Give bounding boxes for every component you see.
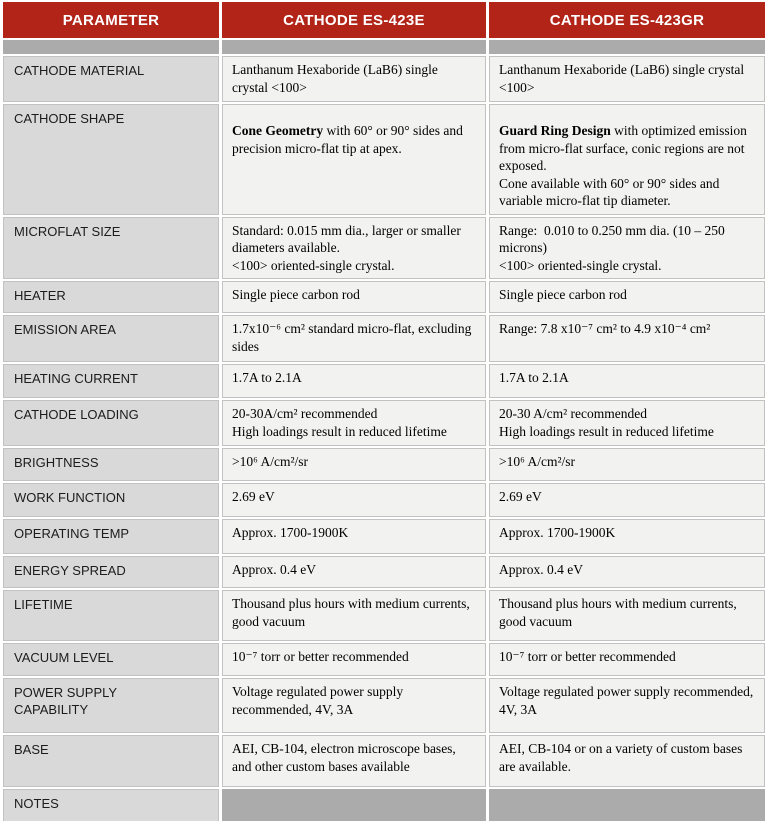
param-label: NOTES	[3, 789, 219, 821]
cell-line: 1.7x10⁻⁶ cm² standard micro-flat, excluding sides	[232, 321, 475, 354]
es423gr-cell	[489, 448, 765, 481]
cell-line: 20-30A/cm² recommended	[232, 406, 378, 422]
spacer-cell	[3, 40, 219, 54]
cell-line: Range: 7.8 x10⁻⁷ cm² to 4.9 x10⁻⁴ cm²	[499, 321, 711, 337]
param-label: CATHODE MATERIAL	[3, 56, 219, 102]
es423e-cell	[222, 735, 486, 787]
cell-line	[232, 122, 477, 157]
es423gr-cell	[489, 364, 765, 398]
table-row-work-function	[3, 483, 765, 517]
cell-line: Voltage regulated power supply recommended, 4V, 3A	[499, 684, 757, 717]
cell-line: 20-30 A/cm² recommended	[499, 406, 648, 422]
notes-empty-cell	[222, 789, 486, 821]
spacer-cell	[222, 40, 486, 54]
es423gr-cell	[489, 217, 765, 280]
param-label: HEATER	[3, 281, 219, 313]
es423e-cell	[222, 643, 486, 676]
es423gr-cell	[489, 483, 765, 517]
cell-bold-lead: Cone Geometry	[232, 123, 324, 138]
table-row-base	[3, 735, 765, 787]
param-label: MICROFLAT SIZE	[3, 217, 219, 280]
cell-bold-lead: Guard Ring Design	[499, 123, 611, 138]
param-label: LIFETIME	[3, 590, 219, 641]
cell-line: Single piece carbon rod	[499, 287, 627, 303]
es423e-cell	[222, 217, 486, 280]
param-label: BASE	[3, 735, 219, 787]
cell-line: High loadings result in reduced lifetime	[232, 423, 447, 439]
cell-line: Lanthanum Hexaboride (LaB6) single crystal <100>	[232, 62, 442, 95]
es423e-cell	[222, 400, 486, 446]
es423e-cell	[222, 281, 486, 313]
cell-line: Approx. 0.4 eV	[232, 562, 316, 578]
param-label: EMISSION AREA	[3, 315, 219, 362]
table-row-cathode-shape	[3, 104, 765, 215]
cell-line: Approx. 1700-1900K	[232, 525, 349, 541]
table-row-cathode-loading	[3, 400, 765, 446]
table-row-cathode-material	[3, 56, 765, 102]
cell-line: 1.7A to 2.1A	[232, 370, 302, 386]
es423e-cell	[222, 483, 486, 517]
param-label: CATHODE SHAPE	[3, 104, 219, 215]
cell-line: <100> oriented-single crystal.	[499, 257, 662, 273]
es423gr-cell	[489, 643, 765, 676]
cell-line: >10⁶ A/cm²/sr	[499, 454, 575, 470]
es423gr-cell	[489, 56, 765, 102]
cell-line: Lanthanum Hexaboride (LaB6) single crystal <100>	[499, 62, 748, 95]
es423gr-cell	[489, 678, 765, 733]
header-row	[3, 2, 765, 38]
table-row-brightness	[3, 448, 765, 481]
es423e-cell	[222, 590, 486, 641]
param-label: ENERGY SPREAD	[3, 556, 219, 588]
param-label: BRIGHTNESS	[3, 448, 219, 481]
es423gr-cell	[489, 519, 765, 554]
table-row-operating-temp	[3, 519, 765, 554]
cell-line: >10⁶ A/cm²/sr	[232, 454, 308, 470]
cell-line: 2.69 eV	[499, 489, 542, 505]
cell-line: 2.69 eV	[232, 489, 275, 505]
cell-line: 1.7A to 2.1A	[499, 370, 569, 386]
es423e-cell	[222, 448, 486, 481]
param-label: WORK FUNCTION	[3, 483, 219, 517]
es423gr-cell	[489, 281, 765, 313]
table-row-heater	[3, 281, 765, 313]
header-es423e: CATHODE ES-423E	[222, 2, 486, 38]
es423gr-cell	[489, 590, 765, 641]
cell-text: with optimized emission from micro-flat surface, conic regions are not exposed.	[499, 123, 751, 174]
cell-line: 10⁻⁷ torr or better recommended	[499, 649, 676, 665]
cell-line: High loadings result in reduced lifetime	[499, 423, 714, 439]
es423e-cell	[222, 56, 486, 102]
es423gr-cell	[489, 735, 765, 787]
param-label: VACUUM LEVEL	[3, 643, 219, 676]
table-row-microflat-size	[3, 217, 765, 280]
header-parameter: PARAMETER	[3, 2, 219, 38]
es423e-cell	[222, 556, 486, 588]
cell-line: <100> oriented-single crystal.	[232, 257, 395, 273]
cell-line: Thousand plus hours with medium currents, good vacuum	[232, 596, 474, 629]
cell-line: 10⁻⁷ torr or better recommended	[232, 649, 409, 665]
spacer-row	[3, 40, 765, 54]
cell-text: with 60° or 90° sides and precision micro-flat tip at apex.	[232, 123, 467, 156]
cell-line: Voltage regulated power supply recommended, 4V, 3A	[232, 684, 407, 717]
es423gr-cell	[489, 556, 765, 588]
cell-line: Standard: 0.015 mm dia., larger or smaller diameters available.	[232, 222, 465, 256]
param-label: CATHODE LOADING	[3, 400, 219, 446]
cell-line: AEI, CB-104 or on a variety of custom bases are available.	[499, 741, 746, 774]
table-row-power-supply	[3, 678, 765, 733]
table-row-notes	[3, 789, 765, 821]
es423gr-cell	[489, 315, 765, 362]
notes-empty-cell	[489, 789, 765, 821]
spacer-cell	[489, 40, 765, 54]
cell-line: Single piece carbon rod	[232, 287, 360, 303]
es423e-cell	[222, 364, 486, 398]
table-row-heating-current	[3, 364, 765, 398]
table-row-emission-area	[3, 315, 765, 362]
table-row-lifetime	[3, 590, 765, 641]
param-label: OPERATING TEMP	[3, 519, 219, 554]
cell-line: Approx. 1700-1900K	[499, 525, 616, 541]
param-label: POWER SUPPLY CAPABILITY	[3, 678, 219, 733]
cell-line: Cone available with 60° or 90° sides and variable micro-flat tip diameter.	[499, 175, 723, 209]
es423gr-cell	[489, 400, 765, 446]
table-row-vacuum-level	[3, 643, 765, 676]
table-row-energy-spread	[3, 556, 765, 588]
es423e-cell	[222, 519, 486, 554]
es423gr-cell	[489, 104, 765, 215]
cell-line	[499, 122, 756, 175]
cell-line: Range: 0.010 to 0.250 mm dia. (10 – 250 microns)	[499, 222, 729, 256]
cell-line: AEI, CB-104, electron microscope bases, and other custom bases available	[232, 741, 460, 774]
header-es423gr: CATHODE ES-423GR	[489, 2, 765, 38]
param-label: HEATING CURRENT	[3, 364, 219, 398]
es423e-cell	[222, 104, 486, 215]
cell-line: Approx. 0.4 eV	[499, 562, 583, 578]
es423e-cell	[222, 315, 486, 362]
es423e-cell	[222, 678, 486, 733]
cell-line: Thousand plus hours with medium currents, good vacuum	[499, 596, 741, 629]
